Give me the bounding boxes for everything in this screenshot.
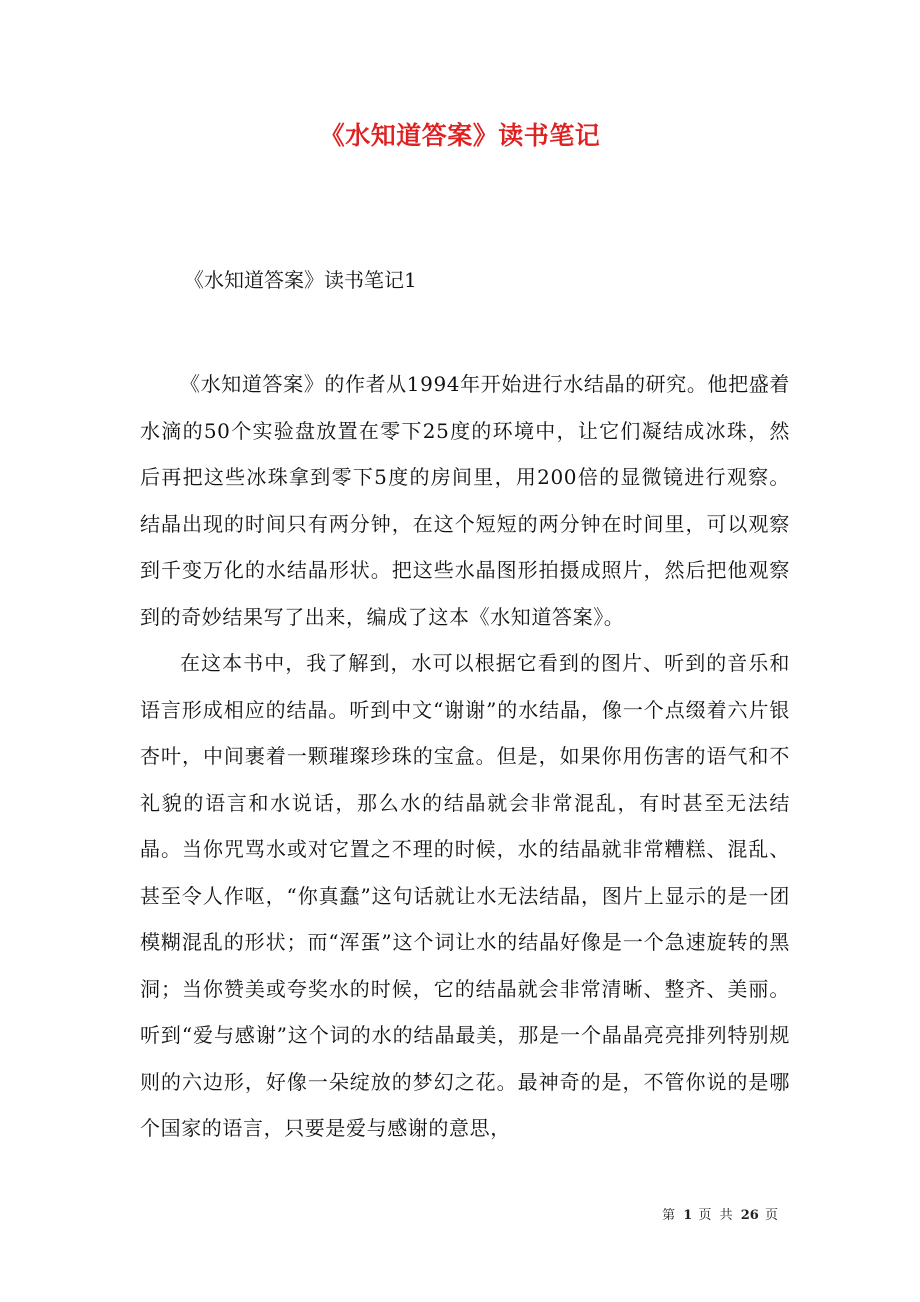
document-title: 《水知道答案》读书笔记 bbox=[319, 121, 601, 150]
body-text bbox=[140, 361, 790, 1152]
footer-middle: 页 共 bbox=[698, 1208, 735, 1223]
section-heading: 《水知道答案》读书笔记1 bbox=[184, 268, 417, 292]
footer-current-page: 1 bbox=[683, 1208, 693, 1223]
page-footer bbox=[662, 1206, 780, 1226]
footer-total-pages: 26 bbox=[740, 1208, 759, 1223]
footer-suffix: 页 bbox=[764, 1208, 780, 1223]
footer-prefix: 第 bbox=[662, 1208, 678, 1223]
paragraph-2: 在这本书中，我了解到，水可以根据它看到的图片、听到的音乐和语言形成相应的结晶。听到中文“谢谢”的水结晶，像一个点缀着六片银杏叶，中间裹着一颗璀璨珍珠的宝盒。但是，如果你用伤害的语气和不礼貌的语言和水说话，那么水的结晶就会非常混乱，有时甚至无法结晶。当你咒骂水或对它置之不理的时候，水的结晶就非常糟糕、混乱、甚至令人作呕，“你真蠢”这句话就让水无法结晶，图片上显示的是一团模糊混乱的形状；而“浑蛋”这个词让水的结晶好像是一个急速旋转的黑洞；当你赞美或夸奖水的时候，它的结晶就会非常清晰、整齐、美丽。听到“爱与感谢”这个词的水的结晶最美，那是一个晶晶亮亮排列特别规则的六边形，好像一朵绽放的梦幻之花。最神奇的是，不管你说的是哪个国家的语言，只要是爱与感谢的意思， bbox=[140, 651, 790, 1140]
paragraph-1: 《水知道答案》的作者从1994年开始进行水结晶的研究。他把盛着水滴的50个实验盘放置在零下25度的环境中，让它们凝结成冰珠，然后再把这些冰珠拿到零下5度的房间里，用200倍的显微镜进行观察。结晶出现的时间只有两分钟，在这个短短的两分钟在时间里，可以观察到千变万化的水结晶形状。把这些水晶图形拍摄成照片，然后把他观察到的奇妙结果写了出来，编成了这本《水知道答案》。 bbox=[140, 372, 790, 629]
